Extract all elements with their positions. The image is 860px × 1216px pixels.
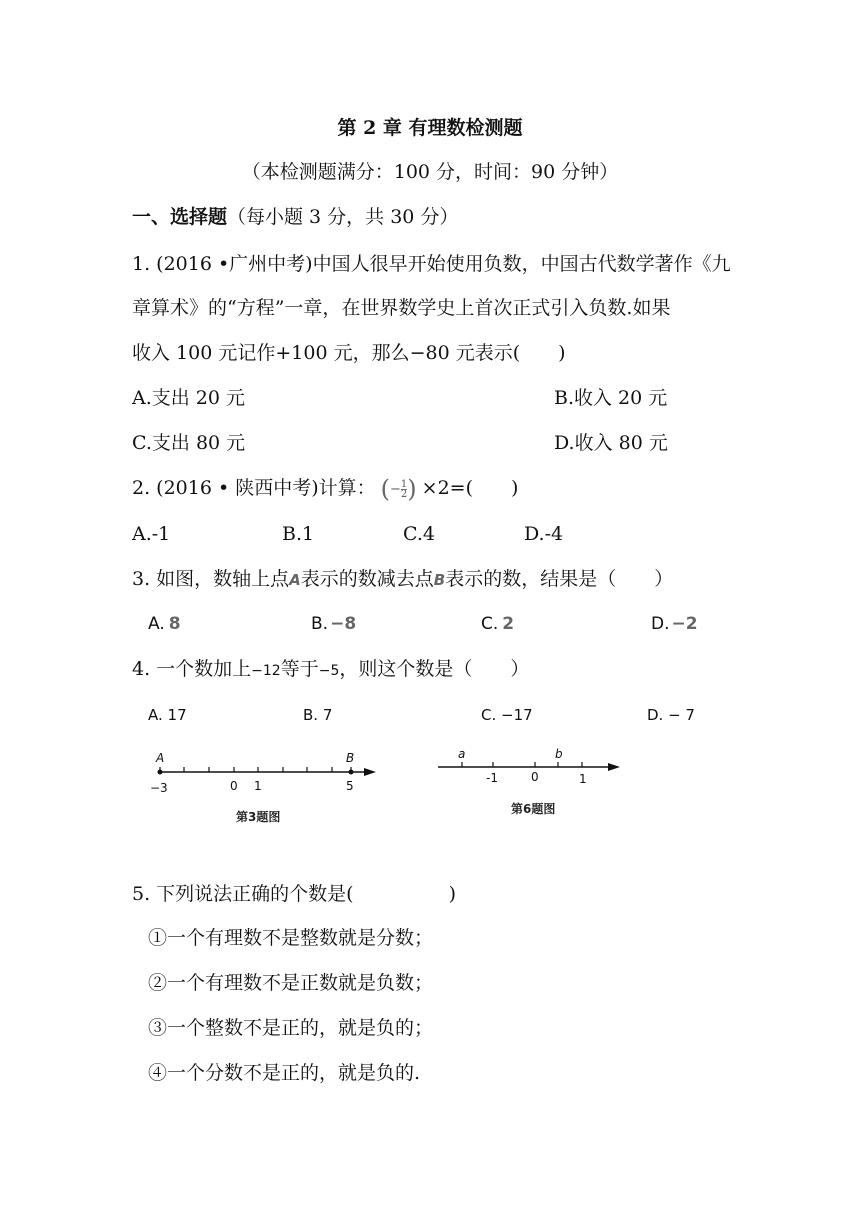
q3-option-b-letter: B.: [311, 614, 329, 634]
q4-stem: [132, 657, 529, 683]
q2-prefix: 2. (2016 • 陕西中考)计算：: [132, 477, 376, 499]
q3-option-a-value: 8: [168, 614, 181, 634]
q3-option-c[interactable]: [481, 613, 514, 635]
q1-option-d[interactable]: D.收入 80 元: [554, 432, 668, 454]
q2-option-a[interactable]: A.-1: [132, 523, 171, 545]
point-b-dot: [349, 770, 354, 775]
q3-stem: [132, 567, 673, 592]
page-title: 第 2 章 有理数检测题: [337, 117, 523, 139]
q2-frac-den: 2: [400, 488, 408, 500]
q1-line-3: 收入 100 元记作+100 元，那么−80 元表示( ): [132, 342, 566, 364]
q5-item-1: ①一个有理数不是整数就是分数；: [148, 927, 434, 949]
q2-fraction: (− $\frac{1}{2}$ ): [380, 474, 417, 503]
q3-point-a: A: [289, 571, 301, 589]
q1-line-1: 1. (2016 •广州中考)中国人很早开始使用负数，中国古代数学著作《九: [132, 253, 731, 275]
q4-option-a[interactable]: A. 17: [148, 706, 187, 724]
q5-item-4: ④一个分数不是正的，就是负的.: [148, 1062, 421, 1084]
q3-option-a-letter: A.: [148, 614, 165, 634]
q4-part-3: ，则这个数是（ ）: [339, 658, 530, 680]
q4-option-d[interactable]: D. − 7: [647, 706, 695, 724]
figure-3-number-line: [140, 748, 390, 798]
figure-6-caption: 第6题图: [511, 802, 556, 816]
tick-label-0: 0: [230, 779, 238, 793]
label-point-a: A: [156, 751, 165, 765]
axis-arrow: [608, 763, 620, 771]
q3-option-b-value: −8: [330, 614, 357, 634]
q1-option-b[interactable]: B.收入 20 元: [554, 387, 668, 409]
q4-option-b[interactable]: B. 7: [303, 706, 333, 724]
section-header: [132, 205, 458, 229]
q3-option-c-value: 2: [502, 614, 515, 634]
figure-6-number-line: [434, 742, 634, 788]
point-a-dot: [158, 770, 163, 775]
page-subtitle: （本检测题满分：100 分，时间：90 分钟）: [241, 161, 619, 183]
q3-point-b: B: [433, 571, 446, 589]
q2-suffix: ×2=( ): [421, 477, 519, 499]
q2-option-d[interactable]: D.-4: [524, 523, 564, 545]
q2-frac-num: 1: [400, 478, 408, 490]
q2-option-c[interactable]: C.4: [403, 523, 435, 545]
axis-ticks: [462, 762, 582, 767]
label-point-b: B: [346, 751, 355, 765]
label-point-a: a: [458, 747, 466, 761]
q5-stem: 5. 下列说法正确的个数是( ): [132, 883, 456, 905]
q1-line-2: 章算术》的“方程”一章，在世界数学史上首次正式引入负数.如果: [132, 297, 671, 319]
q1-option-c[interactable]: C.支出 80 元: [132, 432, 246, 454]
q2-option-b[interactable]: B.1: [282, 523, 315, 545]
q3-option-b[interactable]: [311, 613, 356, 635]
section-name: 一、选择题: [132, 206, 228, 228]
q3-part-3: 表示的数，结果是（ ）: [445, 568, 674, 590]
q4-part-1: 4. 一个数加上: [132, 658, 252, 680]
q3-option-c-letter: C.: [481, 614, 499, 634]
tick-label-1: 1: [579, 772, 587, 786]
q1-option-a[interactable]: A.支出 20 元: [132, 387, 246, 409]
section-note: （每小题 3 分，共 30 分）: [227, 206, 459, 228]
q3-part-2: 表示的数减去点: [300, 568, 434, 590]
tick-label-neg1: -1: [486, 771, 498, 785]
q2-stem: [132, 474, 519, 503]
q3-option-d-letter: D.: [651, 614, 670, 634]
label-point-b: b: [555, 747, 563, 761]
q3-option-a[interactable]: [148, 613, 181, 635]
q5-item-2: ②一个有理数不是正数就是负数；: [148, 972, 434, 994]
q5-item-3: ③一个整数不是正的，就是负的；: [148, 1017, 434, 1039]
axis-arrow: [364, 768, 376, 776]
tick-label-0: 0: [531, 770, 539, 784]
figure-3-caption: 第3题图: [236, 810, 281, 824]
q4-value-2: −5: [318, 663, 340, 679]
tick-label-neg3: −3: [150, 781, 168, 795]
q4-part-2: 等于: [280, 658, 319, 680]
q3-option-d-value: −2: [671, 614, 698, 634]
q3-part-1: 3. 如图，数轴上点: [132, 568, 290, 590]
q3-option-d[interactable]: [651, 613, 698, 635]
q4-value-1: −12: [251, 663, 281, 679]
q4-option-c[interactable]: C. −17: [481, 706, 533, 724]
tick-label-5: 5: [346, 779, 354, 793]
q2-frac-sign: −: [390, 481, 401, 497]
tick-label-1: 1: [254, 779, 262, 793]
